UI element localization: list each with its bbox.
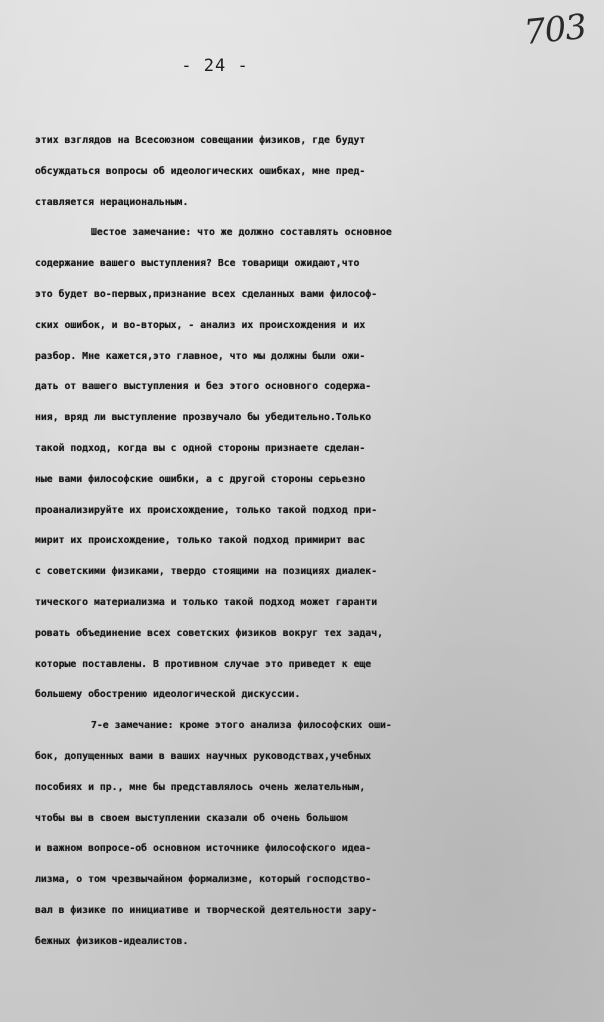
text-line: 7-е замечание: кроме этого анализа философских оши-: [91, 720, 392, 732]
text-line: обсуждаться вопросы об идеологических ошибках, мне пред-: [35, 165, 366, 177]
text-line: ровать объединение всех советских физиков вокруг тех задач,: [35, 627, 383, 639]
text-line: бок, допущенных вами в ваших научных руководствах,учебных: [35, 750, 372, 762]
text-line: и важном вопросе-об основном источнике философского идеа-: [35, 843, 372, 855]
text-line: большему обострению идеологической дискуссии.: [35, 689, 301, 701]
text-line: ских ошибок, и во-вторых, - анализ их происхождения и их: [35, 319, 366, 331]
text-line: дать от вашего выступления и без этого основного содержа-: [35, 381, 372, 393]
text-line: чтобы вы в своем выступлении сказали об очень большом: [35, 812, 348, 824]
text-line: ставляется нерациональным.: [35, 196, 189, 208]
text-line: которые поставлены. В противном случае это приведет к еще: [35, 658, 372, 670]
text-line: этих взглядов на Всесоюзном совещании физиков, где будут: [35, 135, 366, 146]
text-line: пособиях и пр., мне бы представлялось очень желательным,: [35, 781, 366, 793]
text-line: разбор. Мне кажется,это главное, что мы должны были ожи-: [35, 350, 366, 362]
text-line: мирит их происхождение, только такой подход примирит вас: [35, 535, 366, 547]
text-line: бежных физиков-идеалистов.: [35, 935, 189, 947]
text-line: содержание вашего выступления? Все товарищи ожидают,что: [35, 258, 360, 270]
text-line: с советскими физиками, твердо стоящими на позициях диалек-: [35, 566, 378, 578]
text-line: вал в физике по инициативе и творческой деятельности зару-: [35, 904, 378, 916]
text-line: лизма, о том чрезвычайном формализме, который господство-: [35, 874, 372, 886]
text-line: ния, вряд ли выступление прозвучало бы убедительно.Только: [35, 412, 372, 424]
archive-page-number: 703: [522, 6, 588, 54]
text-line: такой подход, когда вы с одной стороны признаете сделан-: [35, 442, 366, 454]
document-body: [35, 126, 603, 958]
text-line: Шестое замечание: что же должно составлять основное: [91, 227, 392, 239]
text-line: это будет во-первых,признание всех сделанных вами философ-: [35, 288, 378, 300]
page-number: - 24 -: [181, 56, 249, 76]
text-line: проанализируйте их происхождение, только такой подход при-: [35, 504, 378, 516]
text-line: ные вами философские ошибки, а с другой стороны серьезно: [35, 473, 366, 485]
text-line: тического материализма и только такой подход может гаранти: [35, 596, 378, 608]
